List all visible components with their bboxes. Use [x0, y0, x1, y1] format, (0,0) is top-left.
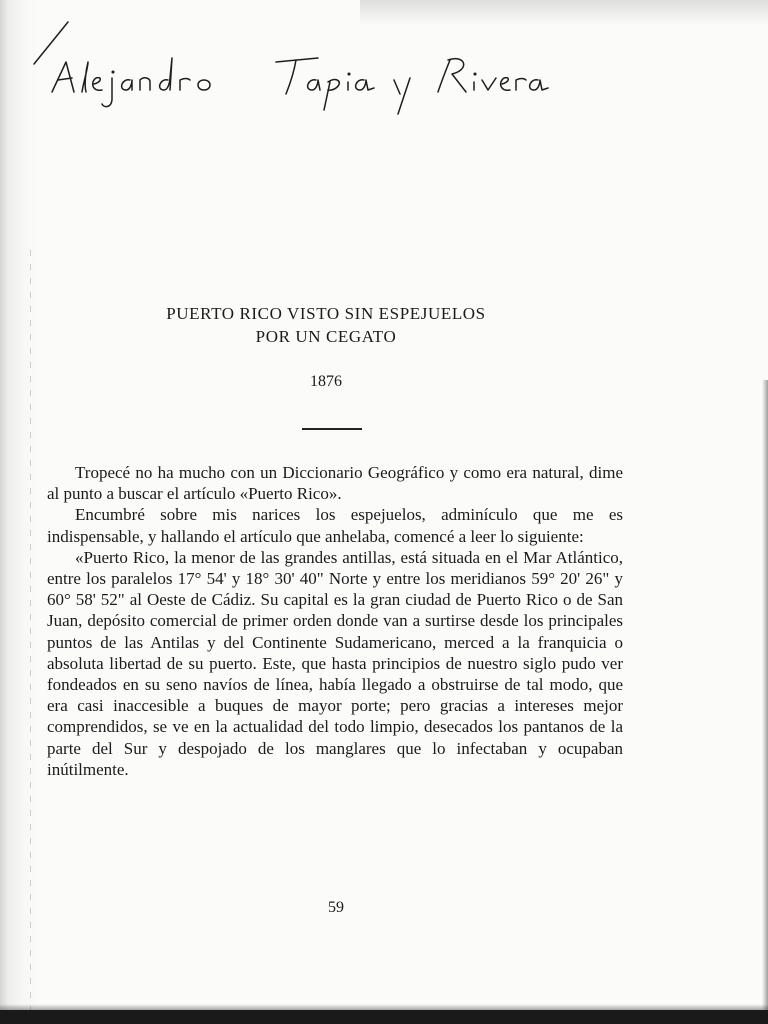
page-edge-marks — [30, 250, 31, 1010]
paragraph: Tropecé no ha mucho con un Diccionario Geográfico y como era natural, dime al punto a buscar el artículo «Puerto Rico». — [47, 463, 623, 504]
title-divider — [302, 428, 362, 430]
page-right-edge — [762, 380, 768, 1020]
paragraph: Encumbré sobre mis narices los espejuelos, adminículo que me es indispensable, y hallando el artículo que anhelaba, comencé a leer lo siguiente: — [47, 505, 623, 546]
handwritten-signature — [18, 10, 578, 120]
chapter-title — [0, 302, 652, 348]
paragraph: «Puerto Rico, la menor de las grandes antillas, está situada en el Mar Atlántico, entre los paralelos 17° 54' y 18° 30' 40" Norte y entre los meridianos 59° 20' 26" y 60° 58' 52" al Oeste de Cádiz. Su capital es la gran ciudad de Puerto Rico o de San Juan, depósito comercial de primer orden donde van a surtirse desde los principales puntos de las Antilas y del Continente Sudamericano, merced a la franquicia o absoluta libertad de su puerto. Este, que hasta principios de nuestro siglo pudo ver fondeados en su seno navíos de línea, había llegado a obstruirse de tal modo, que era casi inaccesible a buques de mayor porte; pero gracias a intereses mejor comprendidos, se ve en la actualidad del todo limpio, desecados los pantanos de la parte del Sur y despojado de los manglares que lo infectaban y ocupaban inútilmente. — [47, 547, 623, 779]
page-binding-shadow — [0, 0, 38, 1024]
page-number: 59 — [328, 899, 344, 916]
chapter-year: 1876 — [310, 373, 342, 390]
body-text — [47, 462, 623, 780]
scan-bottom-edge — [0, 1010, 768, 1024]
title-line-1: PUERTO RICO VISTO SIN ESPEJUELOS — [166, 304, 486, 323]
title-line-2: POR UN CEGATO — [255, 327, 397, 346]
